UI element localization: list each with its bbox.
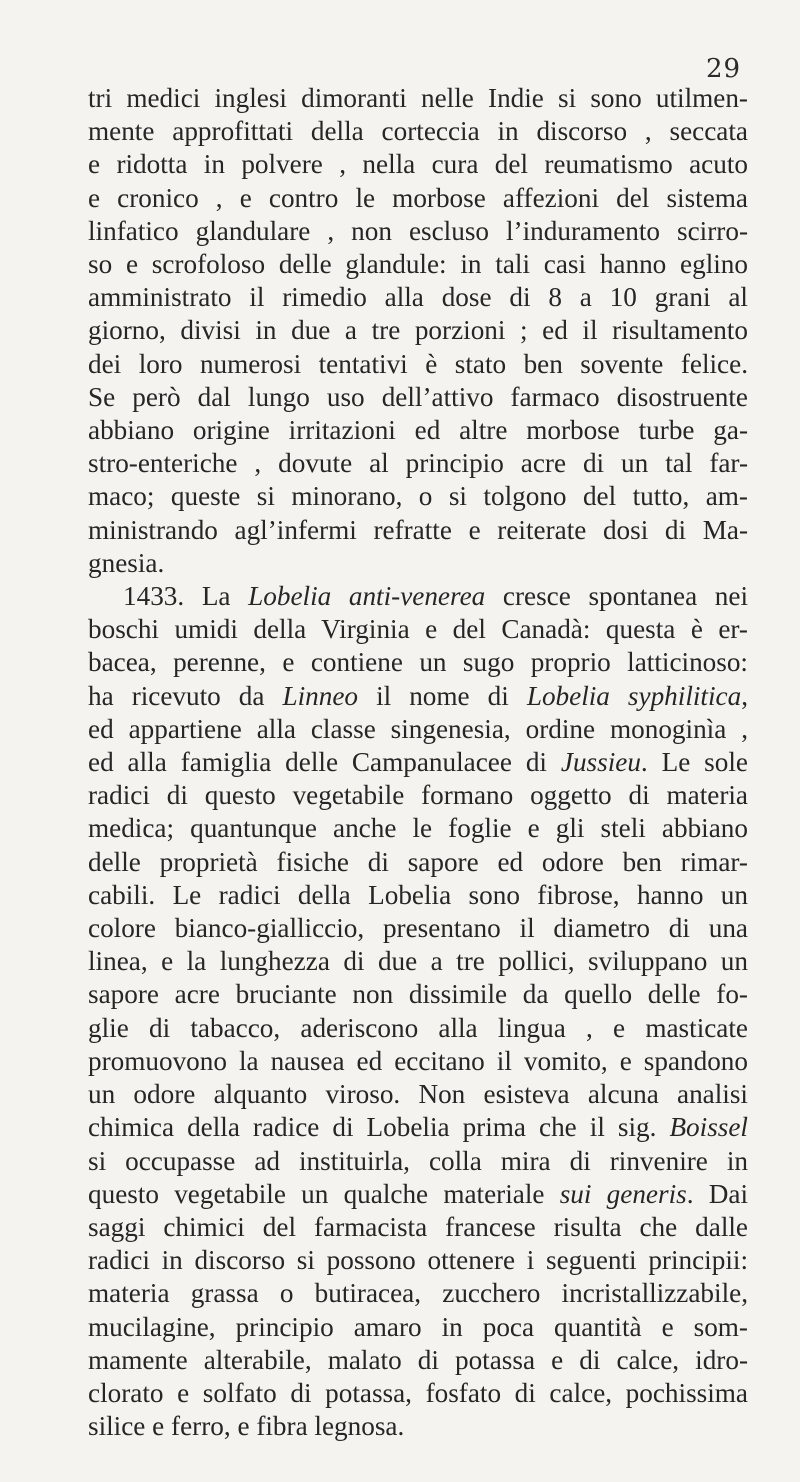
- text-line: linfatico glandulare , non escluso l’induramento scirro-: [88, 215, 748, 246]
- text-fragment: questo vegetabile un qualche materiale: [88, 1178, 560, 1209]
- italic-term: Lobelia syphilitica: [526, 680, 742, 711]
- text-line: un odore alquanto viroso. Non esisteva alcuna analisi: [88, 1079, 748, 1110]
- italic-term: sui generis: [559, 1178, 687, 1209]
- text-fragment: cresce spontanea nei: [485, 581, 749, 612]
- text-line: boschi umidi della Virginia e del Canadà: questa è er-: [88, 614, 748, 645]
- text-line: linea, e la lunghezza di due a tre pollici, sviluppano un: [88, 946, 748, 977]
- text-line: mamente alterabile, malato di potassa e di calce, idro-: [88, 1344, 748, 1375]
- text-line: ministrando agl’infermi refratte e reiterate dosi di Ma-: [88, 514, 748, 545]
- text-line: amministrato il rimedio alla dose di 8 a 10 grani al: [88, 282, 748, 313]
- text-line: Se però dal lungo uso dell’attivo farmaco disostruente: [88, 381, 748, 412]
- text-line: sapore acre bruciante non dissimile da quello delle fo-: [88, 979, 748, 1010]
- text-fragment: ha ricevuto da: [88, 680, 283, 711]
- text-line: dei loro numerosi tentativi è stato ben sovente felice.: [88, 348, 748, 379]
- italic-term: Boissel: [669, 1112, 748, 1143]
- text-line: abbiano origine irritazioni ed altre morbose turbe ga-: [88, 415, 748, 446]
- paragraph-continuation: [88, 82, 748, 580]
- section-number-text: 1433. La: [123, 581, 249, 612]
- text-line: clorato e solfato di potassa, fosfato di calce, pochissima: [88, 1377, 748, 1408]
- text-line: radici di questo vegetabile formano oggetto di materia: [88, 780, 748, 811]
- text-fragment: . Dai: [686, 1178, 749, 1209]
- text-line: cabili. Le radici della Lobelia sono fibrose, hanno un: [88, 879, 748, 910]
- text-line: tri medici inglesi dimoranti nelle Indie si sono utilmen-: [88, 83, 748, 113]
- text-line: stro-enteriche , dovute al principio acre di un tal far-: [88, 448, 748, 479]
- text-fragment: ,: [741, 680, 748, 711]
- text-line: e ridotta in polvere , nella cura del reumatismo acuto: [88, 149, 748, 180]
- text-line: [88, 1111, 748, 1144]
- text-fragment: il nome di: [358, 680, 527, 711]
- text-line: [88, 1178, 748, 1211]
- italic-term: Linneo: [282, 680, 359, 711]
- text-line: e cronico , e contro le morbose affezioni del sistema: [88, 182, 748, 213]
- text-line: radici in discorso si possono ottenere i seguenti principii:: [88, 1245, 748, 1276]
- italic-term: Jussieu: [560, 747, 641, 778]
- body-text: [88, 82, 748, 1443]
- text-line: gnesia.: [88, 547, 165, 578]
- text-line: colore bianco-gialliccio, presentano il diametro di una: [88, 913, 748, 944]
- text-line: [88, 680, 748, 713]
- text-line: mente approfittati della corteccia in discorso , seccata: [88, 116, 748, 147]
- text-line: delle proprietà fisiche di sapore ed odore ben rimar-: [88, 846, 748, 877]
- text-line: mucilagine, principio amaro in poca quantità e som-: [88, 1311, 748, 1342]
- text-line: bacea, perenne, e contiene un sugo proprio latticinoso:: [88, 647, 748, 678]
- text-line: silice e ferro, e fibra legnosa.: [88, 1411, 405, 1442]
- text-line: [88, 746, 748, 779]
- text-line: promuovono la nausea ed eccitano il vomito, e spandono: [88, 1045, 748, 1076]
- text-line: [88, 580, 748, 613]
- text-line: saggi chimici del farmacista francese risulta che dalle: [88, 1211, 748, 1242]
- paragraph-1433: [88, 580, 748, 1443]
- text-line: so e scrofoloso delle glandule: in tali casi hanno eglino: [88, 249, 748, 280]
- text-line: maco; queste si minorano, o si tolgono del tutto, am-: [88, 481, 748, 512]
- page-number: 29: [706, 54, 742, 84]
- text-line: materia grassa o butiracea, zucchero incristallizzabile,: [88, 1278, 748, 1309]
- text-fragment: chimica della radice di Lobelia prima che il sig.: [88, 1112, 670, 1143]
- text-line: ed appartiene alla classe singenesia, ordine monoginìa ,: [88, 713, 748, 744]
- text-line: si occupasse ad instituirla, colla mira di rinvenire in: [88, 1145, 748, 1176]
- text-fragment: . Le sole: [640, 747, 748, 778]
- text-line: glie di tabacco, aderiscono alla lingua , e masticate: [88, 1012, 748, 1043]
- text-line: medica; quantunque anche le foglie e gli steli abbiano: [88, 813, 748, 844]
- text-fragment: ed alla famiglia delle Campanulacee di: [88, 747, 561, 778]
- italic-term: Lobelia anti-venerea: [248, 581, 486, 612]
- text-line: giorno, divisi in due a tre porzioni ; ed il risultamento: [88, 315, 748, 346]
